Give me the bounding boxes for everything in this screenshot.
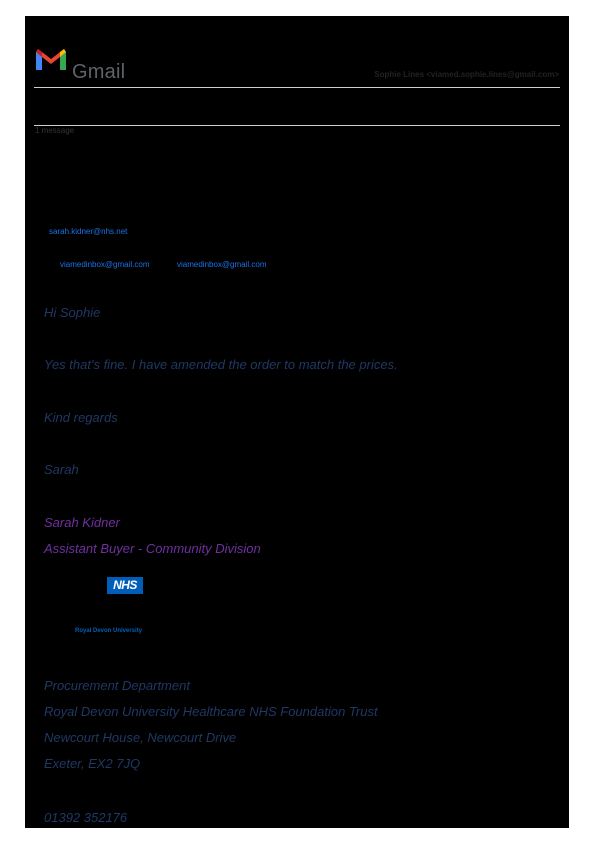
signature-street: Newcourt House, Newcourt Drive — [44, 730, 237, 745]
email-page — [25, 16, 569, 828]
signature-department: Procurement Department — [44, 678, 190, 693]
message-line: Yes that's fine. I have amended the order to match the prices. — [44, 357, 398, 372]
nhs-logo: NHS — [107, 577, 143, 594]
nhs-trust-label: Royal Devon University — [75, 628, 143, 634]
sender-address: Sophie Lines <viamed.sophie.lines@gmail.com> — [374, 70, 559, 79]
message-count: 1 message — [35, 126, 75, 135]
closing: Kind regards — [44, 410, 118, 425]
cc-address-link[interactable]: viamedinbox@gmail.com — [60, 260, 150, 269]
signature-trust: Royal Devon University Healthcare NHS Foundation Trust — [44, 704, 378, 719]
signoff-name: Sarah — [44, 462, 79, 477]
header-divider — [34, 87, 560, 88]
gmail-logo-icon — [34, 46, 68, 72]
signature-name: Sarah Kidner — [44, 515, 120, 530]
greeting: Hi Sophie — [44, 305, 101, 320]
signature-city: Exeter, EX2 7JQ — [44, 756, 141, 771]
thread-divider — [34, 125, 560, 126]
gmail-brand: Gmail — [72, 61, 126, 83]
signature-title: Assistant Buyer - Community Division — [44, 541, 261, 556]
signature-phone: 01392 352176 — [44, 810, 128, 825]
cc-address-link[interactable]: viamedinbox@gmail.com — [177, 260, 267, 269]
to-address-link[interactable]: sarah.kidner@nhs.net — [49, 227, 128, 236]
